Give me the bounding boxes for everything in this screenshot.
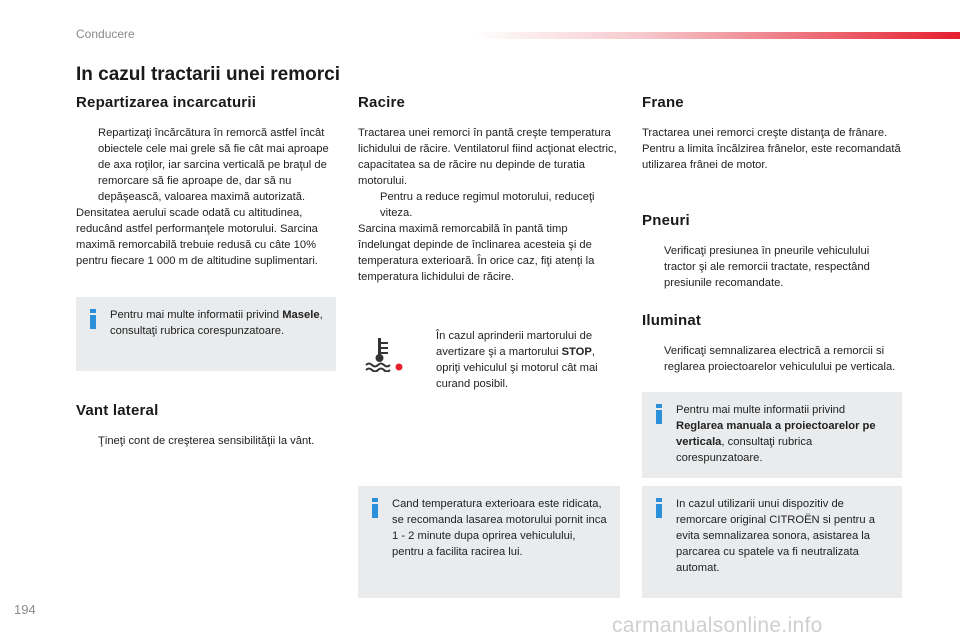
heading-lighting: Iluminat (642, 312, 702, 329)
column-cooling (358, 94, 620, 285)
info-icon (656, 404, 662, 424)
info-text-towing-device: In cazul utilizarii unui dispozitiv de remorcare original CITROËN si pentru a evita semnalizarea sonora, asistarea la parcarea cu spatele va fi neutralizata automat. (676, 498, 875, 574)
info-box-masses (76, 297, 336, 371)
bullet-text: Verificaţi presiunea în pneurile vehiculului tractor şi ale remorcii tractate, respectând presiunile recomandate. (664, 245, 870, 289)
heading-load-distribution: Repartizarea incarcaturii (76, 94, 257, 111)
section-side-wind (76, 402, 338, 449)
info-box-towing-device (642, 486, 902, 598)
page-title: In cazul tractarii unei remorci (76, 64, 340, 85)
heading-cooling: Racire (358, 94, 406, 111)
paragraph-brakes: Tractarea unei remorci creşte distanţa de frânare. Pentru a limita încălzirea frânelor, este recomandată utilizarea frânei de motor. (642, 127, 901, 171)
info-text-cooling: Cand temperatura exterioara este ridicata, se recomanda lasarea motorului pornit inca 1 - 2 minute dupa oprirea vehiculului, pentru a facilita racirea lui. (392, 498, 607, 558)
bullet-side-wind (76, 433, 338, 449)
bullet-text: Repartizaţi încărcătura în remorcă astfel încât obiectele cele mai grele să fie cât mai aproape de axa roţilor, iar sarcina verticală pe braţul de remorcare să fie aproape de, dar să nu depăşească, valoarea maximă autorizată. (98, 127, 329, 203)
bullet-tires (642, 243, 904, 291)
paragraph-altitude: Densitatea aerului scade odată cu altitudinea, reducând astfel performanţele motorului. Sarcina maximă remorcabilă trebuie redusă cu câte 10% pentru fiecare 1 000 m de altitudine suplimentari. (76, 207, 318, 267)
paragraph-cooling-1: Tractarea unei remorci în pantă creşte temperatura lichidului de răcire. Ventilatorul fiind acţionat electric, capacitatea sa de răcire nu depinde de turatia motorului. (358, 127, 617, 187)
section-tires (642, 212, 904, 291)
info-text-headlamp: Pentru mai multe informatii privind Reglarea manuala a proiectoarelor pe verticala, consultaţi rubrica corespunzatoare. (676, 404, 876, 464)
heading-brakes: Frane (642, 94, 684, 111)
bullet-text: Pentru a reduce regimul motorului, reduceţi viteza. (380, 191, 595, 219)
bullet-lighting (642, 343, 904, 375)
info-box-cooling (358, 486, 620, 598)
paragraph-cooling-2: Sarcina maximă remorcabilă în pantă timp îndelungat depinde de înclinarea acesteia şi de temperatura exterioară. În orice caz, fiţi atenţi la temperatura lichidului de răcire. (358, 223, 595, 283)
bullet-text: În cazul aprinderii martorului de avertizare şi a martorului STOP, opriţi vehiculul şi motorul cât mai curand posibil. (436, 330, 598, 390)
header-section-label: Conducere (76, 27, 135, 41)
bullet-text: Ţineţi cont de creşterea sensibilităţii la vânt. (98, 435, 315, 447)
column-brakes (642, 94, 904, 173)
bullet-reduce-speed (358, 189, 620, 221)
heading-tires: Pneuri (642, 212, 690, 229)
bullet-load-distribution (76, 125, 338, 205)
heading-side-wind: Vant lateral (76, 402, 159, 419)
column-load-distribution (76, 94, 338, 269)
coolant-temperature-icon (364, 336, 406, 372)
header-accent-bar (470, 32, 960, 39)
watermark: carmanualsonline.info (612, 614, 823, 637)
info-icon (656, 498, 662, 518)
bullet-warning-stop (414, 328, 620, 392)
info-text-masses: Pentru mai multe informatii privind Masele, consultaţi rubrica corespunzatoare. (110, 309, 323, 337)
bullet-text: Verificaţi semnalizarea electrică a remorcii si reglarea proiectoarelor vehiculului pe verticala. (664, 345, 896, 373)
page-number: 194 (14, 602, 36, 617)
info-icon (372, 498, 378, 518)
info-icon (90, 309, 96, 329)
info-box-headlamp-adjustment (642, 392, 902, 478)
section-lighting (642, 312, 904, 375)
